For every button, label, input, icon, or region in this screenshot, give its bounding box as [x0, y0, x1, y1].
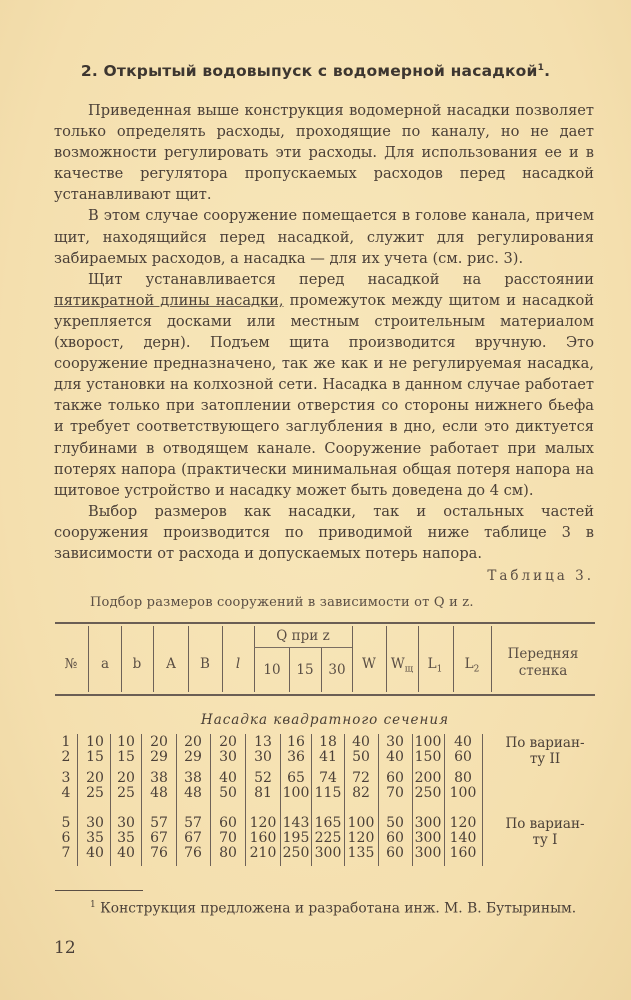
header-bottom-rule: [55, 694, 595, 696]
table-caption: Подбор размеров сооружений в зависимости от Q и z.: [90, 595, 474, 610]
col-header-q-group: Q при z: [276, 628, 330, 644]
paragraph-2: В этом случае сооружение помещается в голове канала, причем щит, находящийся перед насадкой, служит для регулирования забираемых расходов, а насадка — для их учета (см. рис. 3).: [54, 207, 594, 267]
q-group-rule: [254, 647, 352, 648]
divider: [254, 626, 255, 692]
footnote-mark: 1: [90, 900, 96, 910]
divider: [77, 734, 78, 866]
paragraph-3: Щит устанавливается перед насадкой на расстоянии пятикратной длины насадки, промежуток между щитом и насадкой укрепляется досками или местным строительным материалом (хворост, дерн). Подъем щита производится вручную. Это сооружение предназначено, так же как и не регулируемая насадка, для установки на колхозной сети. Насадка в данном случае работает также только при затоплении отверстия со стороны нижнего бьефа и требует соответствующего заглубления в дно, если это диктуется глубинами в отводящем канале. Сооружение работает при малых потерях напора (практически минимальная общая потеря напора на щитовое устройство и насадку может быть доведена до 4 см).: [54, 270, 594, 499]
col-header-num: №: [64, 656, 78, 672]
divider: [141, 734, 142, 866]
col-header-l: l: [235, 656, 241, 672]
section-title: Открытый водовыпуск с водомерной насадкой: [103, 62, 538, 80]
col-header-A: A: [166, 656, 176, 672]
footnote-rule: [55, 890, 143, 891]
divider: [110, 734, 111, 866]
col-header-z15: 15: [296, 662, 314, 678]
divider: [210, 734, 211, 866]
col-header-z10: 10: [263, 662, 281, 678]
col-header-B: B: [200, 656, 210, 672]
underlined-phrase: пятикратной длины насадки,: [54, 291, 284, 309]
divider: [344, 734, 345, 866]
footnote-mark: 1: [537, 62, 545, 73]
divider: [176, 734, 177, 866]
divider: [289, 648, 290, 692]
divider: [280, 734, 281, 866]
front-wall-note-variant-1: По вариан- ту I: [505, 816, 585, 848]
divider: [491, 626, 492, 692]
table-top-rule: [55, 622, 595, 624]
divider: [444, 734, 445, 866]
divider: [453, 626, 454, 692]
body-text: [54, 100, 594, 564]
table-section-title: Насадка квадратного сечения: [200, 712, 450, 728]
col-header-Wsh: $W_щ$: [390, 656, 414, 675]
divider: [188, 626, 189, 692]
section-heading: 2. Открытый водовыпуск с водомерной насадкой$^1$.: [80, 62, 551, 80]
front-wall-note-variant-2: По вариан- ту II: [505, 735, 585, 767]
divider: [352, 626, 353, 692]
table-label: Таблица 3.: [487, 568, 594, 584]
page-number: 12: [54, 938, 76, 958]
col-header-a: a: [100, 656, 110, 672]
divider: [482, 734, 483, 866]
paragraph-4: Выбор размеров как насадки, так и остальных частей сооружения производится по приводимой ниже таблице 3 в зависимости от расхода и допускаемых потерь напора.: [54, 502, 594, 562]
col-header-front-wall: Передняя стенка: [507, 646, 579, 679]
col-header-W: W: [362, 656, 376, 672]
divider: [378, 734, 379, 866]
col-header-L1: $L_1$: [427, 656, 443, 675]
divider: [412, 734, 413, 866]
section-number: 2.: [80, 62, 98, 80]
paragraph-1: Приведенная выше конструкция водомерной насадки позволяет только определять расходы, проходящие по каналу, но не дает возможности регулировать эти расходы. Для использования ее и в качестве регулятора пропускаемых расходов перед насадкой устанавливают щит.: [54, 102, 594, 204]
col-header-z30: 30: [328, 662, 346, 678]
col-header-b: b: [132, 656, 142, 672]
divider: [311, 734, 312, 866]
divider: [153, 626, 154, 692]
divider: [321, 648, 322, 692]
footnote-text: Конструкция предложена и разработана инж. М. В. Бутыриным.: [100, 900, 577, 917]
divider: [88, 626, 89, 692]
divider: [418, 626, 419, 692]
data-table: № a b A B l Q при z 10 15 30 W $W_щ$ $L_1$ $L_2$ Передняя стенка Насадка квадратного сечения 1 10 10 20 20 20 13 16 18 40 30 100 40 2 15 15 29 29 30 30 36 41 50 40 150 60 3 20 20 38 38 40 52 65 74 72 60 200 80 4 25 25 48 48 50 81 100 115 82 70 250 100 5 30 30 57 57 60 120 143 165 100 50 300 120 6 35 35 67 67 70 160 195 225 120 60 300 140 7 40 40 76 76 80 210 250 300 135 60 300 160 По вариан- ту II По вариан- ту I: [55, 620, 595, 872]
divider: [121, 626, 122, 692]
divider: [386, 626, 387, 692]
divider: [245, 734, 246, 866]
col-header-L2: $L_2$: [464, 656, 480, 675]
footnote: [90, 900, 576, 917]
divider: [222, 626, 223, 692]
